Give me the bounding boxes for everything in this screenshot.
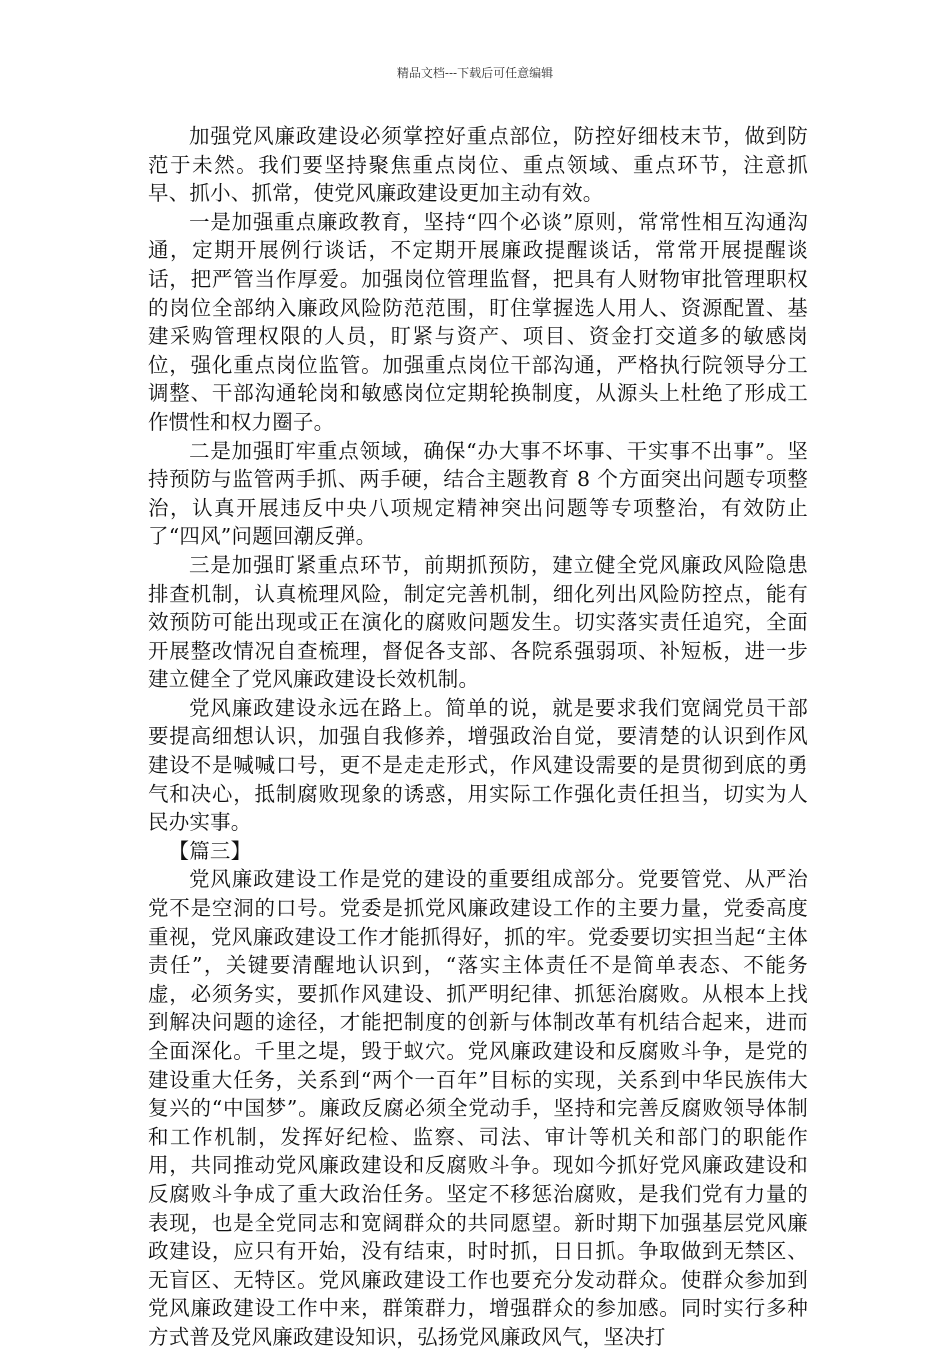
section-title: 【篇三】 xyxy=(168,838,252,863)
paragraph: 二是加强盯牢重点领域，确保“办大事不坏事、干实事不出事”。坚持预防与监管两手抓、两手硬，结合主题教育 8 个方面突出问题专项整治，认真开展违反中央八项规定精神突出问题等专项整治，有效防止了“四风”问题回潮反弹。 xyxy=(148,438,808,549)
paragraph: 三是加强盯紧重点环节，前期抓预防，建立健全党风廉政风险隐患排查机制，认真梳理风险，制定完善机制，细化列出风险防控点，能有效预防可能出现或正在演化的腐败问题发生。切实落实责任追究，全面开展整改情况自查梳理，督促各支部、各院系强弱项、补短板，进一步建立健全了党风廉政建设长效机制。 xyxy=(148,552,808,692)
paragraph: 党风廉政建设工作是党的建设的重要组成部分。党要管党、从严治党不是空洞的口号。党委是抓党风廉政建设工作的主要力量，党委高度重视，党风廉政建设工作才能抓得好，抓的牢。党委要切实担当起“主体责任”，关键要清醒地认识到，“落实主体责任不是简单表态、不能务虚，必须务实，要抓作风建设、抓严明纪律、抓惩治腐败。从根本上找到解决问题的途径，才能把制度的创新与体制改革有机结合起来，进而全面深化。千里之堤，毁于蚁穴。党风廉政建设和反腐败斗争，是党的建设重大任务，关系到“两个一百年”目标的实现，关系到中华民族伟大复兴的“中国梦”。廉政反腐必须全党动手，坚持和完善反腐败领导体制和工作机制，发挥好纪检、监察、司法、审计等机关和部门的职能作用，共同推动党风廉政建设和反腐败斗争。现如今抓好党风廉政建设和反腐败斗争成了重大政治任务。坚定不移惩治腐败，是我们党有力量的表现，也是全党同志和宽阔群众的共同愿望。新时期下加强基层党风廉政建设，应只有开始，没有结束，时时抓，日日抓。争取做到无禁区、无盲区、无特区。党风廉政建设工作也要充分发动群众。使群众参加到党风廉政建设工作中来，群策群力，增强群众的参加感。同时实行多种方式普及党风廉政建设知识，弘扬党风廉政风气，坚决打 xyxy=(148,867,808,1349)
paragraph: 一是加强重点廉政教育，坚持“四个必谈”原则，常常性相互沟通沟通，定期开展例行谈话，不定期开展廉政提醒谈话，常常开展提醒谈话，把严管当作厚爱。加强岗位管理监督，把具有人财物审批管理职权的岗位全部纳入廉政风险防范范围，盯住掌握选人用人、资源配置、基建采购管理权限的人员，盯紧与资产、项目、资金打交道多的敏感岗位，强化重点岗位监管。加强重点岗位干部沟通，严格执行院领导分工调整、干部沟通轮岗和敏感岗位定期轮换制度，从源头上杜绝了形成工作惯性和权力圈子。 xyxy=(148,209,808,434)
paragraph: 加强党风廉政建设必须掌控好重点部位，防控好细枝末节，做到防范于未然。我们要坚持聚焦重点岗位、重点领域、重点环节，注意抓早、抓小、抓常，使党风廉政建设更加主动有效。 xyxy=(148,124,808,206)
paragraph: 党风廉政建设永远在路上。简单的说，就是要求我们宽阔党员干部要提高细想认识，加强自我修养，增强政治自觉，要清楚的认识到作风建设不是喊喊口号，更不是走走形式，作风建设需要的是贯彻到底的勇气和决心，抵制腐败现象的诱惑，用实际工作强化责任担当，切实为人民办实事。 xyxy=(148,695,808,835)
page-header: 精品文档---下载后可任意编辑 xyxy=(396,66,554,80)
document-body xyxy=(148,122,808,1352)
